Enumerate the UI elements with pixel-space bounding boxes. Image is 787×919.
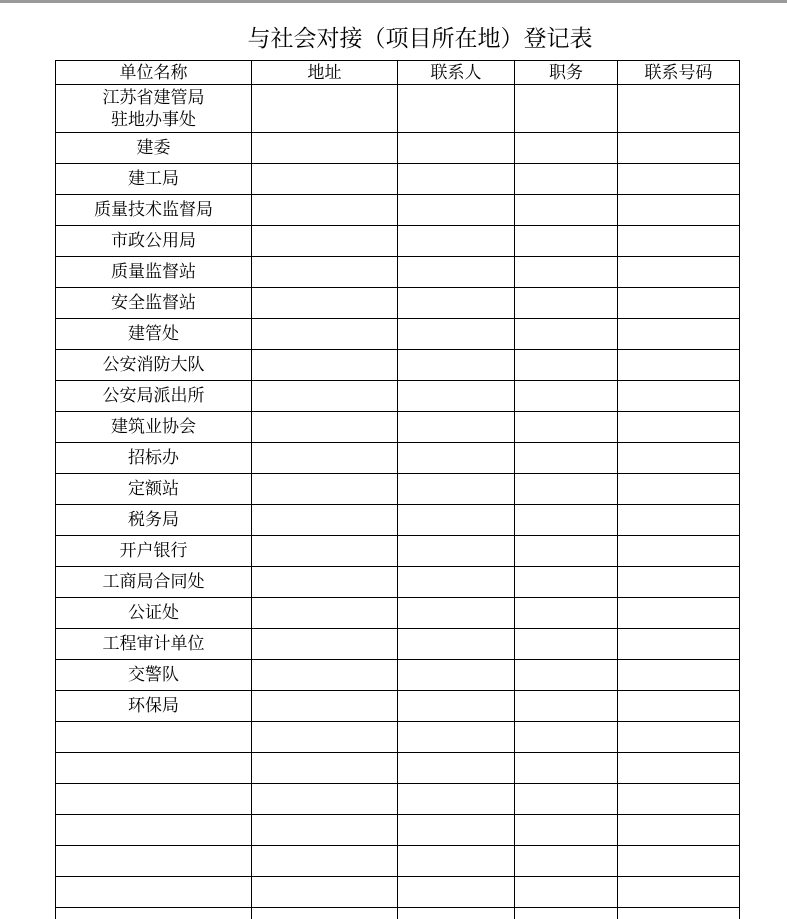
phone-number-cell[interactable] [618, 567, 740, 598]
position-cell[interactable] [515, 195, 618, 226]
contact-person-cell[interactable] [398, 288, 515, 319]
address-cell[interactable] [252, 195, 398, 226]
phone-number-cell[interactable] [618, 505, 740, 536]
contact-person-cell[interactable] [398, 846, 515, 877]
phone-number-cell[interactable] [618, 412, 740, 443]
phone-number-cell[interactable] [618, 474, 740, 505]
unit-name-cell: 质量监督站 [56, 257, 252, 288]
position-cell[interactable] [515, 722, 618, 753]
address-cell[interactable] [252, 257, 398, 288]
phone-number-cell[interactable] [618, 164, 740, 195]
phone-number-cell[interactable] [618, 877, 740, 908]
position-cell[interactable] [515, 815, 618, 846]
phone-number-cell[interactable] [618, 257, 740, 288]
unit-name-cell: 环保局 [56, 691, 252, 722]
contact-person-cell[interactable] [398, 381, 515, 412]
contact-person-cell[interactable] [398, 195, 515, 226]
table-header-row [56, 61, 740, 85]
contact-person-cell[interactable] [398, 505, 515, 536]
unit-name-cell: 税务局 [56, 505, 252, 536]
position-cell[interactable] [515, 226, 618, 257]
address-cell[interactable] [252, 846, 398, 877]
unit-name-cell [56, 784, 252, 815]
unit-name-cell: 建筑业协会 [56, 412, 252, 443]
address-cell[interactable] [252, 908, 398, 919]
contact-person-cell[interactable] [398, 350, 515, 381]
phone-number-cell[interactable] [618, 629, 740, 660]
table-row [56, 722, 740, 753]
position-cell[interactable] [515, 598, 618, 629]
phone-number-cell[interactable] [618, 815, 740, 846]
unit-name-cell: 市政公用局 [56, 226, 252, 257]
address-cell[interactable] [252, 164, 398, 195]
address-cell[interactable] [252, 691, 398, 722]
contact-person-cell[interactable] [398, 567, 515, 598]
phone-number-cell[interactable] [618, 753, 740, 784]
position-cell[interactable] [515, 474, 618, 505]
position-cell[interactable] [515, 443, 618, 474]
position-cell[interactable] [515, 536, 618, 567]
contact-person-cell[interactable] [398, 722, 515, 753]
unit-name-cell: 开户银行 [56, 536, 252, 567]
unit-name-cell: 安全监督站 [56, 288, 252, 319]
table-row [56, 815, 740, 846]
address-cell[interactable] [252, 381, 398, 412]
unit-name-cell: 公安局派出所 [56, 381, 252, 412]
contact-person-cell[interactable] [398, 164, 515, 195]
address-cell[interactable] [252, 877, 398, 908]
address-cell[interactable] [252, 319, 398, 350]
table-row [56, 846, 740, 877]
position-cell[interactable] [515, 257, 618, 288]
phone-number-cell[interactable] [618, 195, 740, 226]
address-cell[interactable] [252, 660, 398, 691]
position-cell[interactable] [515, 908, 618, 919]
address-cell[interactable] [252, 350, 398, 381]
table-row [56, 536, 740, 567]
unit-name-cell [56, 753, 252, 784]
contact-person-cell[interactable] [398, 133, 515, 164]
phone-number-cell[interactable] [618, 660, 740, 691]
contact-person-cell[interactable] [398, 474, 515, 505]
position-cell[interactable] [515, 288, 618, 319]
contact-person-cell[interactable] [398, 815, 515, 846]
table-row [56, 784, 740, 815]
unit-name-cell [56, 815, 252, 846]
table-row [56, 412, 740, 443]
table-row [56, 319, 740, 350]
unit-name-cell [56, 722, 252, 753]
table-row [56, 381, 740, 412]
address-cell[interactable] [252, 505, 398, 536]
unit-name-cell: 质量技术监督局 [56, 195, 252, 226]
address-cell[interactable] [252, 226, 398, 257]
address-cell[interactable] [252, 133, 398, 164]
contact-person-cell[interactable] [398, 412, 515, 443]
address-cell[interactable] [252, 815, 398, 846]
table-row [56, 691, 740, 722]
unit-name-cell: 定额站 [56, 474, 252, 505]
document-title: 与社会对接（项目所在地）登记表 [247, 26, 593, 52]
position-cell[interactable] [515, 412, 618, 443]
contact-person-cell[interactable] [398, 598, 515, 629]
address-cell[interactable] [252, 598, 398, 629]
position-cell[interactable] [515, 753, 618, 784]
phone-number-cell[interactable] [618, 908, 740, 919]
address-cell[interactable] [252, 536, 398, 567]
phone-number-cell[interactable] [618, 784, 740, 815]
contact-person-cell[interactable] [398, 443, 515, 474]
position-cell[interactable] [515, 660, 618, 691]
table-row [56, 226, 740, 257]
unit-name-cell: 工商局合同处 [56, 567, 252, 598]
phone-number-cell[interactable] [618, 226, 740, 257]
table-row [56, 660, 740, 691]
position-cell[interactable] [515, 164, 618, 195]
phone-number-cell[interactable] [618, 133, 740, 164]
unit-name-line-2: 驻地办事处 [111, 109, 196, 130]
phone-number-cell[interactable] [618, 691, 740, 722]
unit-name-cell [56, 846, 252, 877]
unit-name-cell: 招标办 [56, 443, 252, 474]
phone-number-cell[interactable] [618, 846, 740, 877]
window-top-border [0, 0, 787, 3]
column-header-unit-name: 单位名称 [56, 61, 252, 85]
contact-person-cell[interactable] [398, 226, 515, 257]
address-cell[interactable] [252, 443, 398, 474]
position-cell[interactable] [515, 381, 618, 412]
contact-person-cell[interactable] [398, 784, 515, 815]
contact-person-cell[interactable] [398, 536, 515, 567]
address-cell[interactable] [252, 722, 398, 753]
unit-name-cell: 公证处 [56, 598, 252, 629]
unit-name-cell [56, 877, 252, 908]
table-row [56, 598, 740, 629]
position-cell[interactable] [515, 784, 618, 815]
address-cell[interactable] [252, 567, 398, 598]
table-row [56, 877, 740, 908]
address-cell[interactable] [252, 474, 398, 505]
table-row [56, 257, 740, 288]
contact-person-cell[interactable] [398, 319, 515, 350]
registration-table [55, 60, 740, 919]
position-cell[interactable] [515, 350, 618, 381]
unit-name-cell: 建管处 [56, 319, 252, 350]
table-row [56, 85, 740, 133]
unit-name-cell: 交警队 [56, 660, 252, 691]
phone-number-cell[interactable] [618, 536, 740, 567]
table-row [56, 350, 740, 381]
phone-number-cell[interactable] [618, 350, 740, 381]
phone-number-cell[interactable] [618, 722, 740, 753]
column-header-contact-person: 联系人 [398, 61, 515, 85]
phone-number-cell[interactable] [618, 319, 740, 350]
unit-name-cell [56, 85, 252, 133]
position-cell[interactable] [515, 133, 618, 164]
table-row [56, 164, 740, 195]
address-cell[interactable] [252, 85, 398, 133]
contact-person-cell[interactable] [398, 877, 515, 908]
address-cell[interactable] [252, 288, 398, 319]
contact-person-cell[interactable] [398, 257, 515, 288]
column-header-position: 职务 [515, 61, 618, 85]
position-cell[interactable] [515, 567, 618, 598]
table-row [56, 567, 740, 598]
phone-number-cell[interactable] [618, 288, 740, 319]
position-cell[interactable] [515, 629, 618, 660]
phone-number-cell[interactable] [618, 381, 740, 412]
address-cell[interactable] [252, 629, 398, 660]
position-cell[interactable] [515, 505, 618, 536]
address-cell[interactable] [252, 412, 398, 443]
table-row [56, 133, 740, 164]
position-cell[interactable] [515, 877, 618, 908]
table-row [56, 908, 740, 919]
contact-person-cell[interactable] [398, 660, 515, 691]
column-header-phone-number: 联系号码 [618, 61, 740, 85]
position-cell[interactable] [515, 846, 618, 877]
table-row [56, 474, 740, 505]
unit-name-cell: 工程审计单位 [56, 629, 252, 660]
table-row [56, 629, 740, 660]
table-row [56, 505, 740, 536]
contact-person-cell[interactable] [398, 691, 515, 722]
address-cell[interactable] [252, 753, 398, 784]
phone-number-cell[interactable] [618, 85, 740, 133]
address-cell[interactable] [252, 784, 398, 815]
position-cell[interactable] [515, 319, 618, 350]
unit-name-cell: 建工局 [56, 164, 252, 195]
unit-name-cell: 建委 [56, 133, 252, 164]
table-row [56, 288, 740, 319]
contact-person-cell[interactable] [398, 908, 515, 919]
table-row [56, 443, 740, 474]
unit-name-cell: 公安消防大队 [56, 350, 252, 381]
column-header-address: 地址 [252, 61, 398, 85]
phone-number-cell[interactable] [618, 598, 740, 629]
phone-number-cell[interactable] [618, 443, 740, 474]
position-cell[interactable] [515, 691, 618, 722]
table-row [56, 195, 740, 226]
table-row [56, 753, 740, 784]
contact-person-cell[interactable] [398, 753, 515, 784]
contact-person-cell[interactable] [398, 85, 515, 133]
contact-person-cell[interactable] [398, 629, 515, 660]
unit-name-cell [56, 908, 252, 919]
position-cell[interactable] [515, 85, 618, 133]
unit-name-line-1: 江苏省建管局 [102, 87, 205, 108]
